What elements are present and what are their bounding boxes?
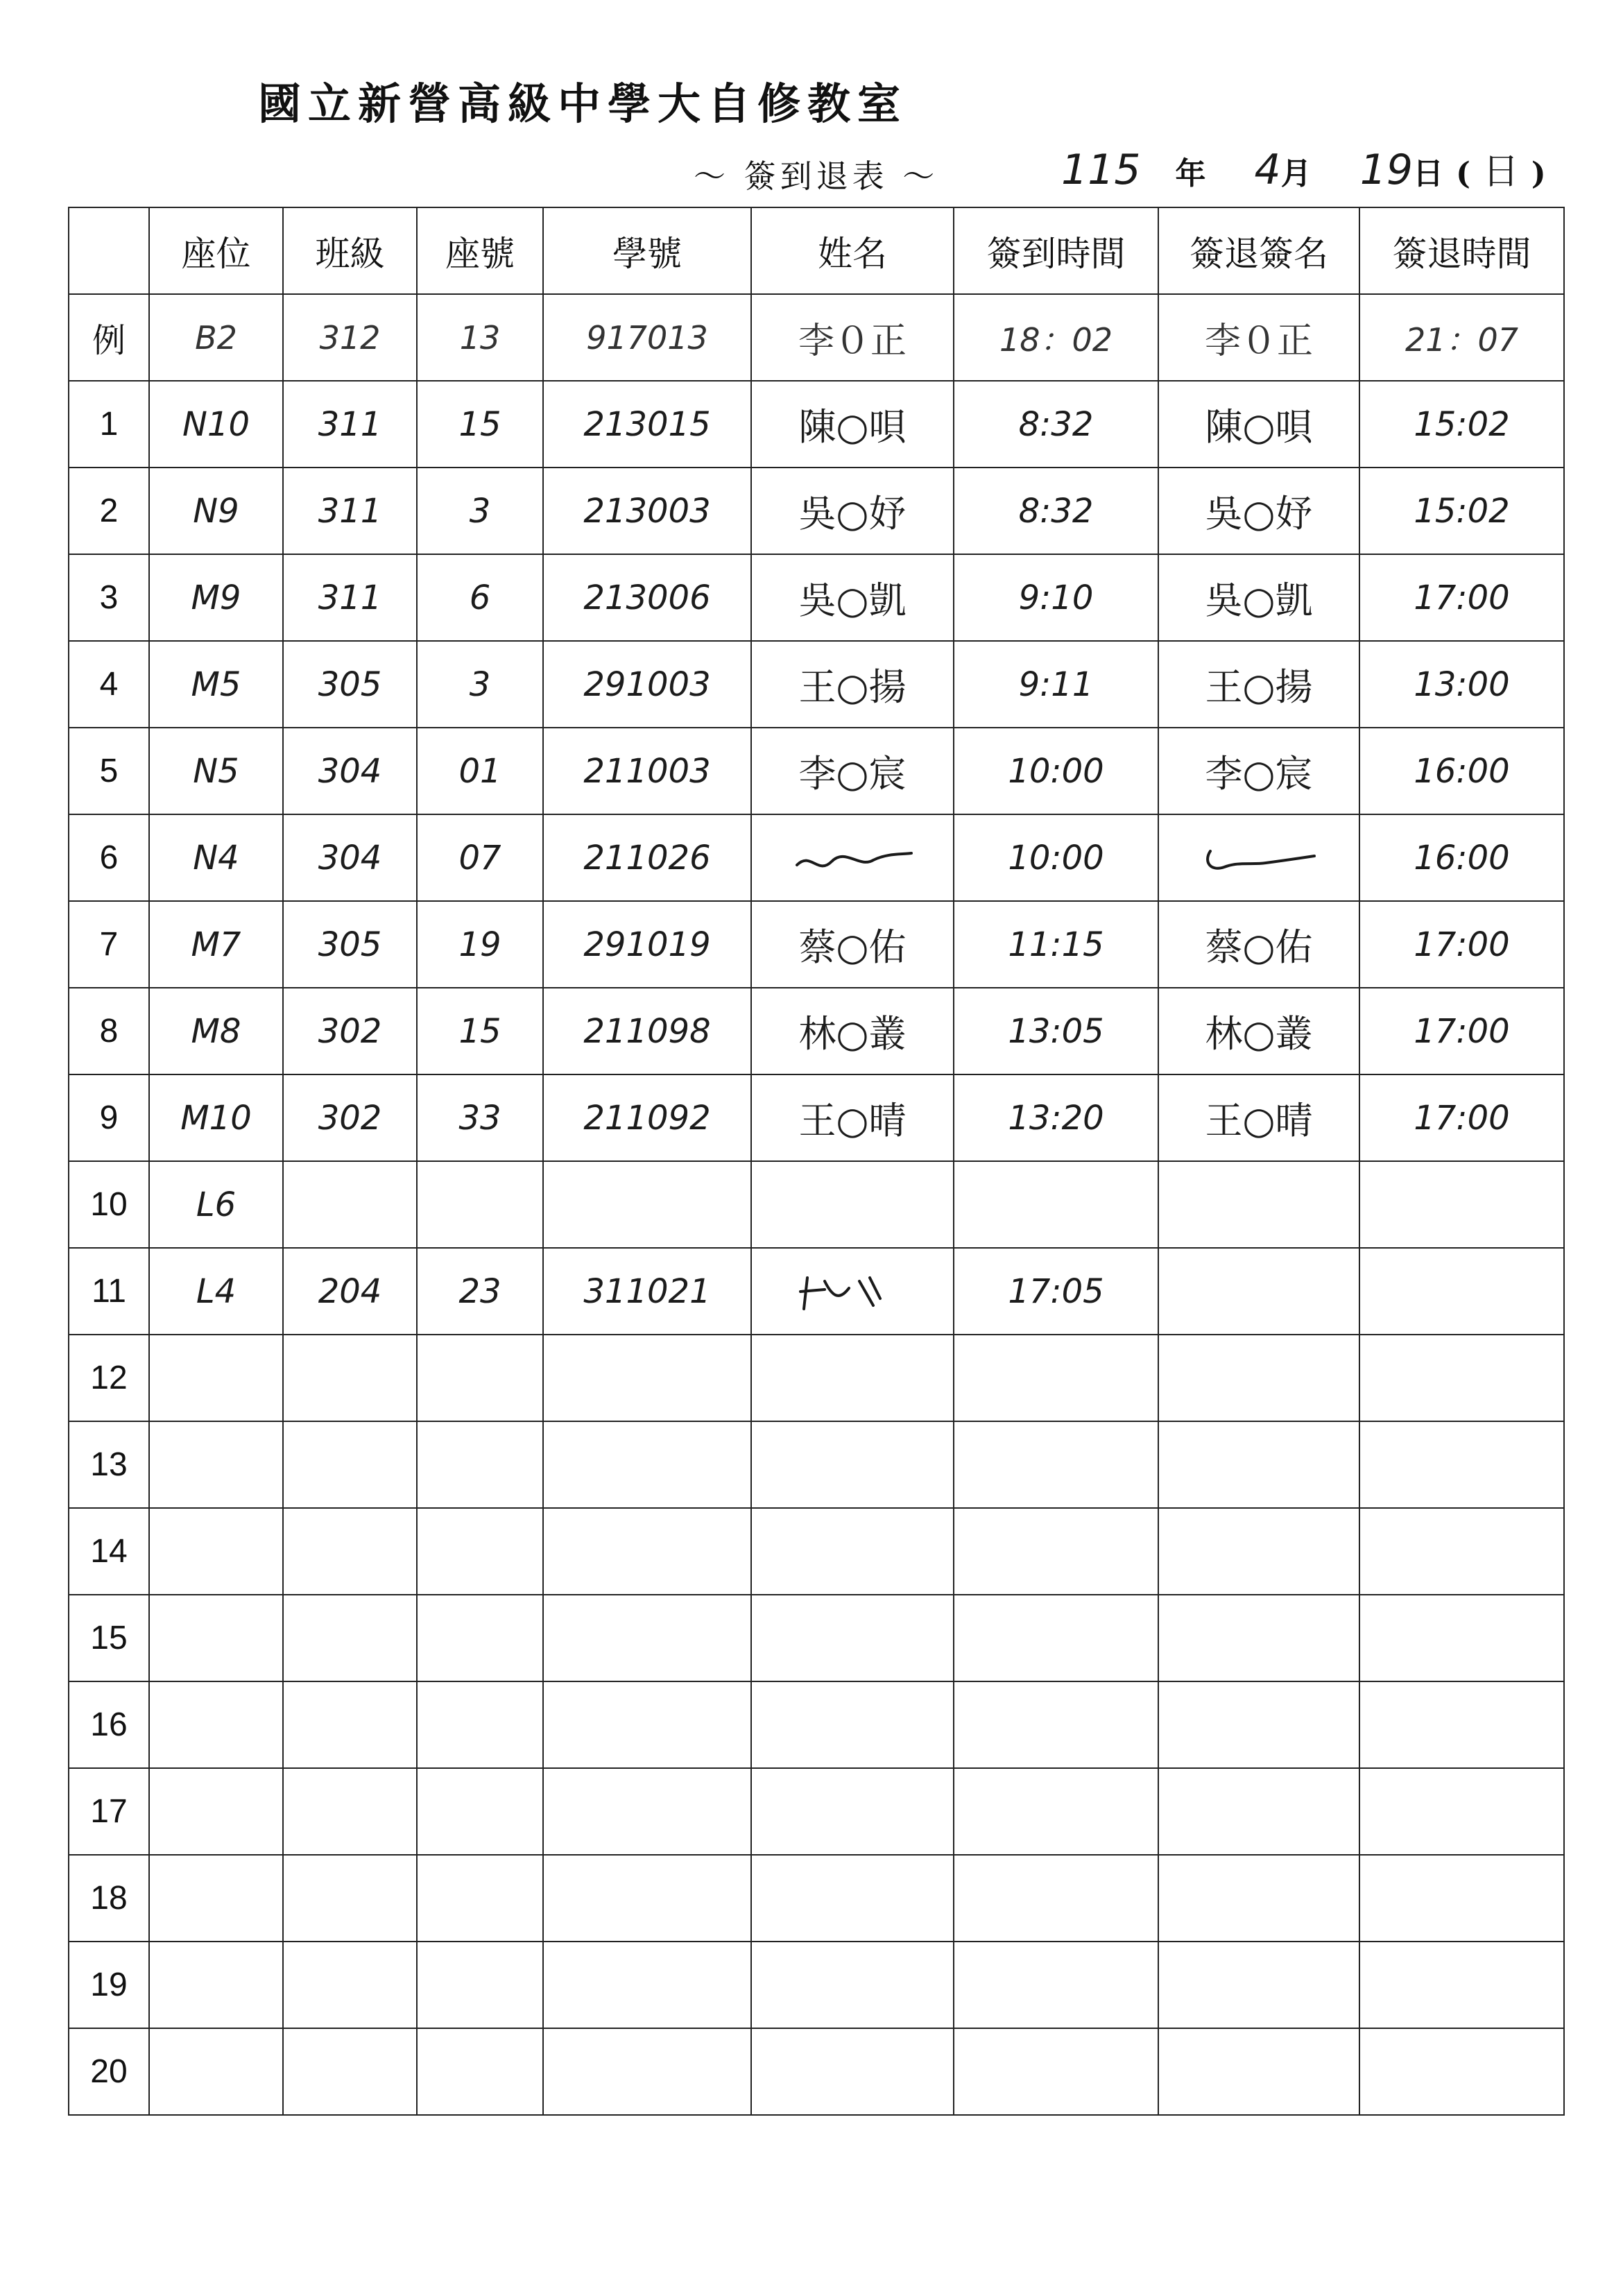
cell-checkout-time [1359,1421,1564,1508]
cell-seat [149,1421,283,1508]
cell-checkin-time [954,1421,1158,1508]
table-body [69,381,1564,2115]
cell-checkout-time: 13:00 [1359,641,1564,728]
table-row [69,554,1564,641]
cell-seat [149,1335,283,1421]
cell-checkout-signature: 陳○唄 [1158,381,1359,468]
cell-checkin-time [954,1855,1158,1942]
cell-checkout-time [1359,2028,1564,2115]
row-number: 3 [69,554,149,641]
cell-student-id [543,2028,751,2115]
row-number: 11 [69,1248,149,1335]
cell-number: 3 [417,468,543,554]
cell-checkout-signature [1158,1768,1359,1855]
year-value: 115 [1061,146,1141,194]
cell-student-id [543,1768,751,1855]
row-number: 9 [69,1074,149,1161]
cell-seat [149,1508,283,1595]
cell-checkout-signature [1158,814,1359,901]
cell-checkout-signature [1158,1421,1359,1508]
cell-seat: M9 [149,554,283,641]
handwritten-signature-scribble [1190,834,1328,882]
cell-student-id: 291003 [543,641,751,728]
cell-seat [149,1855,283,1942]
cell-name: 吳○凱 [751,554,954,641]
cell-checkout-signature [1158,1595,1359,1681]
cell-checkin-time [954,1681,1158,1768]
table-row [69,1421,1564,1508]
example-checkin: 18：02 [954,294,1158,381]
cell-name [751,1508,954,1595]
cell-checkout-time: 15:02 [1359,468,1564,554]
cell-checkout-signature [1158,1335,1359,1421]
example-name: 李０正 [751,294,954,381]
cell-class [283,1942,417,2028]
cell-seat: L6 [149,1161,283,1248]
example-seat: B2 [149,294,283,381]
cell-name [751,814,954,901]
row-number: 14 [69,1508,149,1595]
cell-seat [149,1768,283,1855]
row-number: 5 [69,728,149,814]
row-number: 17 [69,1768,149,1855]
cell-name: 王○揚 [751,641,954,728]
cell-number [417,1508,543,1595]
row-number: 18 [69,1855,149,1942]
row-number: 1 [69,381,149,468]
sign-in-table [68,207,1565,2116]
table-row [69,1942,1564,2028]
cell-student-id: 213003 [543,468,751,554]
column-header-checkout-signature: 簽退簽名 [1158,207,1359,294]
cell-checkin-time [954,1161,1158,1248]
cell-number [417,1942,543,2028]
cell-class: 304 [283,728,417,814]
cell-checkin-time [954,1768,1158,1855]
table-row [69,1595,1564,1681]
cell-checkout-signature [1158,1161,1359,1248]
cell-class: 302 [283,1074,417,1161]
handwritten-signature-scribble [783,834,922,882]
cell-number [417,1595,543,1681]
cell-number [417,1681,543,1768]
cell-name [751,1942,954,2028]
cell-student-id: 213015 [543,381,751,468]
example-label: 例 [69,294,149,381]
cell-student-id [543,1335,751,1421]
month-label: 月 [1280,156,1312,191]
cell-student-id: 211092 [543,1074,751,1161]
cell-checkin-time: 9:11 [954,641,1158,728]
column-header-index [69,207,149,294]
cell-seat: M8 [149,988,283,1074]
example-number: 13 [417,294,543,381]
table-row [69,381,1564,468]
cell-number: 15 [417,988,543,1074]
column-header-name: 姓名 [751,207,954,294]
cell-class: 204 [283,1248,417,1335]
cell-checkin-time [954,1508,1158,1595]
cell-checkin-time: 8:32 [954,468,1158,554]
cell-number [417,1768,543,1855]
cell-name [751,1768,954,1855]
column-header-class: 班級 [283,207,417,294]
cell-number: 15 [417,381,543,468]
cell-name [751,1421,954,1508]
cell-checkin-time [954,1942,1158,2028]
handwritten-signature-scribble [783,1267,922,1316]
table-row [69,2028,1564,2115]
table-row [69,1508,1564,1595]
cell-checkout-signature: 蔡○佑 [1158,901,1359,988]
cell-student-id [543,1942,751,2028]
cell-class: 311 [283,554,417,641]
day-value: 19 [1359,146,1414,194]
cell-seat: N10 [149,381,283,468]
cell-seat [149,2028,283,2115]
row-number: 15 [69,1595,149,1681]
cell-class: 311 [283,468,417,554]
cell-class [283,1855,417,1942]
cell-checkout-time: 17:00 [1359,1074,1564,1161]
cell-checkout-time [1359,1768,1564,1855]
cell-checkout-signature: 王○揚 [1158,641,1359,728]
cell-checkout-signature [1158,2028,1359,2115]
cell-name: 林○叢 [751,988,954,1074]
cell-checkout-signature [1158,1855,1359,1942]
cell-checkout-signature [1158,1942,1359,2028]
cell-checkout-time [1359,1508,1564,1595]
table-row [69,1248,1564,1335]
cell-checkout-signature [1158,1508,1359,1595]
row-number: 4 [69,641,149,728]
weekday-value: 日 [1482,151,1519,193]
cell-number: 19 [417,901,543,988]
table-row [69,468,1564,554]
cell-name [751,1595,954,1681]
cell-seat: N9 [149,468,283,554]
page-title: 國立新營高級中學大自修教室 [257,78,907,129]
cell-checkout-signature: 吳○妤 [1158,468,1359,554]
cell-number [417,1855,543,1942]
row-number: 12 [69,1335,149,1421]
row-number: 10 [69,1161,149,1248]
cell-class: 311 [283,381,417,468]
column-header-seat: 座位 [149,207,283,294]
cell-checkin-time: 8:32 [954,381,1158,468]
cell-student-id: 291019 [543,901,751,988]
cell-name [751,2028,954,2115]
cell-checkout-time [1359,1161,1564,1248]
cell-checkout-signature: 林○叢 [1158,988,1359,1074]
cell-checkout-time: 16:00 [1359,814,1564,901]
column-header-student-id: 學號 [543,207,751,294]
day-label: 日 [1413,156,1444,191]
cell-checkout-time: 17:00 [1359,988,1564,1074]
cell-class: 302 [283,988,417,1074]
cell-class [283,1508,417,1595]
cell-checkout-time [1359,1855,1564,1942]
cell-checkout-signature: 吳○凱 [1158,554,1359,641]
cell-student-id: 211098 [543,988,751,1074]
cell-checkin-time: 13:05 [954,988,1158,1074]
cell-number [417,1421,543,1508]
cell-name [751,1335,954,1421]
table-row [69,1074,1564,1161]
column-header-checkin-time: 簽到時間 [954,207,1158,294]
cell-student-id: 211026 [543,814,751,901]
cell-seat [149,1942,283,2028]
cell-seat [149,1681,283,1768]
row-number: 16 [69,1681,149,1768]
cell-student-id [543,1161,751,1248]
table-row [69,1161,1564,1248]
cell-name [751,1161,954,1248]
cell-number: 07 [417,814,543,901]
table-row [69,988,1564,1074]
cell-name: 蔡○佑 [751,901,954,988]
cell-number [417,1335,543,1421]
year-label: 年 [1175,156,1206,191]
cell-number: 01 [417,728,543,814]
cell-student-id: 211003 [543,728,751,814]
cell-checkout-signature [1158,1681,1359,1768]
cell-seat: M5 [149,641,283,728]
cell-name [751,1855,954,1942]
table-row [69,1768,1564,1855]
cell-checkout-time [1359,1335,1564,1421]
cell-student-id [543,1595,751,1681]
cell-checkout-signature [1158,1248,1359,1335]
example-student-id: 917013 [543,294,751,381]
cell-checkout-time: 17:00 [1359,901,1564,988]
page-subtitle: ～ 簽到退表 ～ [694,157,939,195]
cell-name [751,1681,954,1768]
cell-checkout-time: 17:00 [1359,554,1564,641]
weekday-paren-open: ( [1456,156,1470,191]
cell-student-id: 311021 [543,1248,751,1335]
cell-seat [149,1595,283,1681]
cell-student-id [543,1508,751,1595]
example-checkout-time: 21：07 [1359,294,1564,381]
row-number: 6 [69,814,149,901]
column-header-number: 座號 [417,207,543,294]
cell-checkout-time [1359,1942,1564,2028]
cell-name: 王○晴 [751,1074,954,1161]
cell-checkin-time: 11:15 [954,901,1158,988]
table-row [69,901,1564,988]
cell-seat: N4 [149,814,283,901]
cell-checkout-time: 16:00 [1359,728,1564,814]
cell-checkin-time: 13:20 [954,1074,1158,1161]
table-row [69,1855,1564,1942]
example-class: 312 [283,294,417,381]
cell-class [283,1161,417,1248]
cell-class: 304 [283,814,417,901]
cell-checkin-time: 17:05 [954,1248,1158,1335]
table-row [69,641,1564,728]
row-number: 7 [69,901,149,988]
cell-checkin-time: 10:00 [954,814,1158,901]
cell-class [283,1768,417,1855]
cell-class: 305 [283,641,417,728]
cell-number: 6 [417,554,543,641]
cell-student-id: 213006 [543,554,751,641]
cell-student-id [543,1421,751,1508]
cell-name: 李○宸 [751,728,954,814]
example-row [69,294,1564,381]
cell-checkout-signature: 李○宸 [1158,728,1359,814]
cell-class [283,1595,417,1681]
table-row [69,728,1564,814]
month-value: 4 [1254,146,1281,194]
row-number: 19 [69,1942,149,2028]
cell-checkout-time [1359,1248,1564,1335]
cell-seat: M7 [149,901,283,988]
row-number: 13 [69,1421,149,1508]
cell-checkout-time [1359,1681,1564,1768]
cell-student-id [543,1855,751,1942]
cell-class [283,1421,417,1508]
cell-number [417,2028,543,2115]
row-number: 20 [69,2028,149,2115]
cell-checkin-time: 10:00 [954,728,1158,814]
cell-class [283,2028,417,2115]
example-checkout-sign: 李０正 [1158,294,1359,381]
table-row [69,1681,1564,1768]
cell-seat: M10 [149,1074,283,1161]
table-header-row [69,207,1564,294]
cell-seat: L4 [149,1248,283,1335]
date-line [1061,142,1546,198]
cell-checkout-signature: 王○晴 [1158,1074,1359,1161]
weekday-paren-close: ) [1531,156,1546,191]
cell-class: 305 [283,901,417,988]
cell-checkout-time [1359,1595,1564,1681]
cell-name [751,1248,954,1335]
row-number: 2 [69,468,149,554]
cell-number: 33 [417,1074,543,1161]
cell-number: 3 [417,641,543,728]
cell-class [283,1335,417,1421]
cell-number: 23 [417,1248,543,1335]
cell-number [417,1161,543,1248]
cell-student-id [543,1681,751,1768]
cell-checkout-time: 15:02 [1359,381,1564,468]
cell-checkin-time [954,1335,1158,1421]
row-number: 8 [69,988,149,1074]
cell-name: 陳○唄 [751,381,954,468]
cell-checkin-time: 9:10 [954,554,1158,641]
cell-class [283,1681,417,1768]
cell-checkin-time [954,1595,1158,1681]
cell-seat: N5 [149,728,283,814]
table-row [69,814,1564,901]
cell-checkin-time [954,2028,1158,2115]
column-header-checkout-time: 簽退時間 [1359,207,1564,294]
cell-name: 吳○妤 [751,468,954,554]
table-row [69,1335,1564,1421]
